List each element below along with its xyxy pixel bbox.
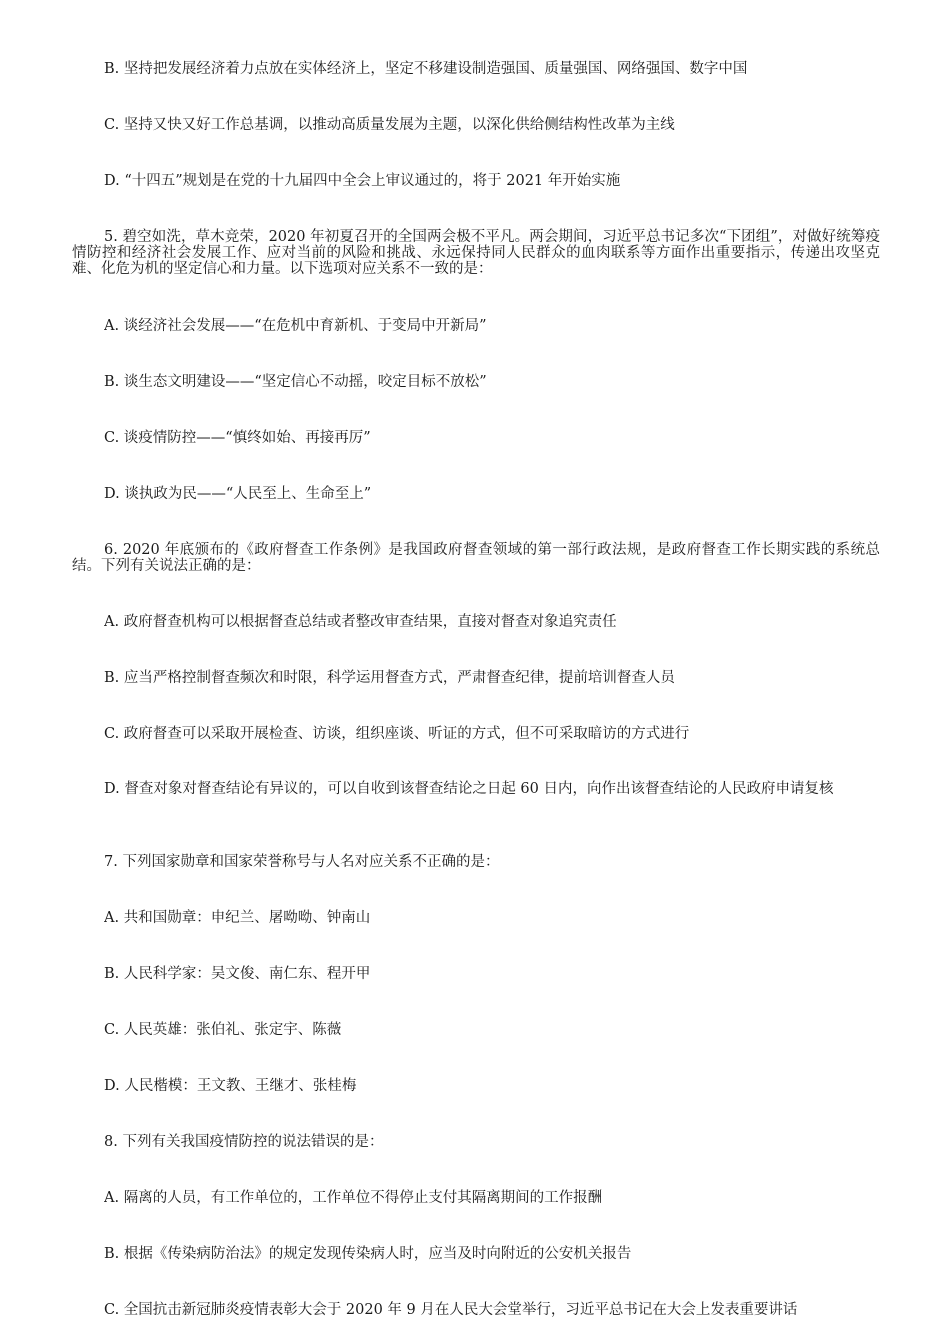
q6-option-a: A. 政府督查机构可以根据督查总结或者整改审查结果，直接对督查对象追究责任 — [104, 614, 617, 630]
question-7: 7. 下列国家勋章和国家荣誉称号与人名对应关系不正确的是： — [104, 854, 500, 870]
q7-option-a: A. 共和国勋章：申纪兰、屠呦呦、钟南山 — [104, 910, 371, 926]
q5-option-a: A. 谈经济社会发展——“在危机中育新机、于变局中开新局” — [104, 318, 487, 334]
question-5: 5. 碧空如洗，草木竞荣，2020 年初夏召开的全国两会极不平凡。两会期间，习近平总书记多次“下团组”，对做好统筹疫情防控和经济社会发展工作、应对当前的风险和挑战、永远保持同人民群众的血肉联系等方面作出重要指示，传递出攻坚克难、化危为机的坚定信心和力量。以下选项对应关系不一致的是： — [72, 229, 880, 277]
q8-option-c: C. 全国抗击新冠肺炎疫情表彰大会于 2020 年 9 月在人民大会堂举行，习近平总书记在大会上发表重要讲话 — [104, 1302, 798, 1318]
q8-option-a: A. 隔离的人员，有工作单位的，工作单位不得停止支付其隔离期间的工作报酬 — [104, 1190, 603, 1206]
q7-option-b: B. 人民科学家：吴文俊、南仁东、程开甲 — [104, 966, 371, 982]
q7-option-d: D. 人民楷模：王文教、王继才、张桂梅 — [104, 1078, 357, 1094]
q8-option-b: B. 根据《传染病防治法》的规定发现传染病人时，应当及时向附近的公安机关报告 — [104, 1246, 632, 1262]
q6-option-b: B. 应当严格控制督查频次和时限，科学运用督查方式，严肃督查纪律，提前培训督查人员 — [104, 670, 675, 686]
q7-option-c: C. 人民英雄：张伯礼、张定宇、陈薇 — [104, 1022, 342, 1038]
question-8: 8. 下列有关我国疫情防控的说法错误的是： — [104, 1134, 384, 1150]
q4-option-d: D. “十四五”规划是在党的十九届四中全会上审议通过的，将于 2021 年开始实施 — [104, 173, 621, 189]
q6-option-d: D. 督查对象对督查结论有异议的，可以自收到该督查结论之日起 60 日内，向作出该督查结论的人民政府申请复核 — [104, 781, 834, 797]
q4-option-b: B. 坚持把发展经济着力点放在实体经济上，坚定不移建设制造强国、质量强国、网络强国、数字中国 — [104, 61, 748, 77]
q5-option-c: C. 谈疫情防控——“慎终如始、再接再厉” — [104, 430, 371, 446]
q5-option-b: B. 谈生态文明建设——“坚定信心不动摇，咬定目标不放松” — [104, 374, 487, 390]
question-6: 6. 2020 年底颁布的《政府督查工作条例》是我国政府督查领域的第一部行政法规，是政府督查工作长期实践的系统总结。下列有关说法正确的是： — [72, 542, 880, 574]
q6-option-c: C. 政府督查可以采取开展检查、访谈，组织座谈、听证的方式，但不可采取暗访的方式进行 — [104, 726, 690, 742]
q4-option-c: C. 坚持又快又好工作总基调，以推动高质量发展为主题，以深化供给侧结构性改革为主线 — [104, 117, 675, 133]
q5-option-d: D. 谈执政为民——“人民至上、生命至上” — [104, 486, 372, 502]
